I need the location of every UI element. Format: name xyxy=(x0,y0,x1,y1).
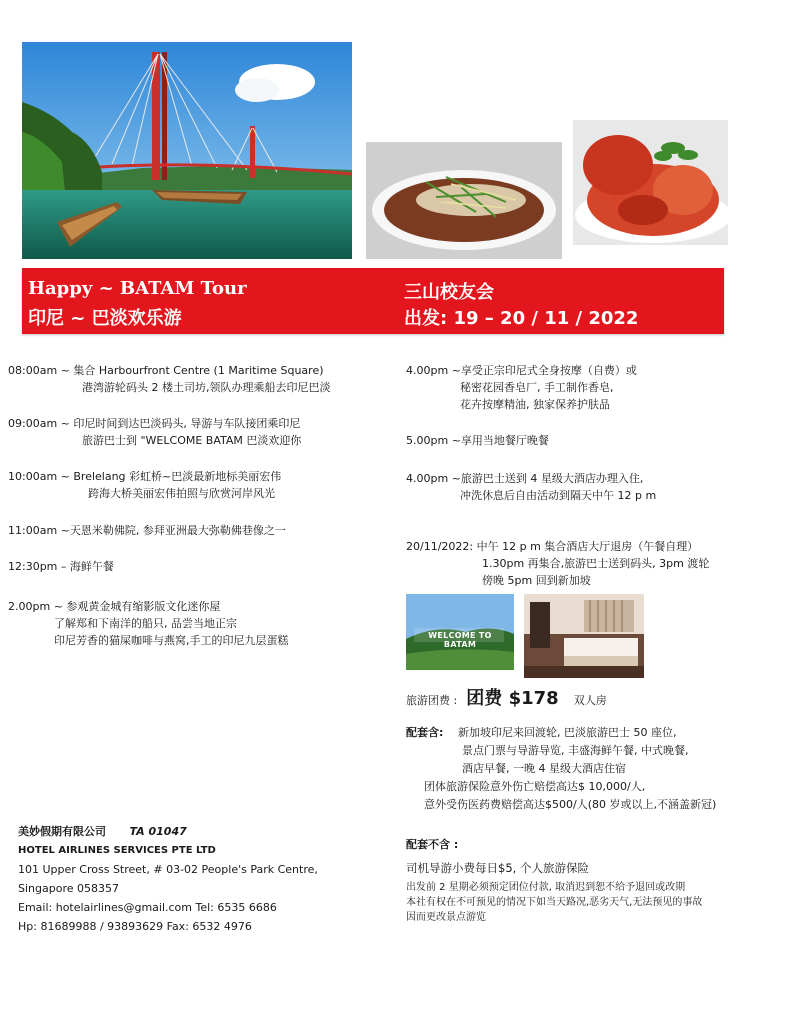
company-address-2: Singapore 058357 xyxy=(18,882,119,895)
itinerary-time: 08:00am xyxy=(8,364,58,377)
itinerary-time: 09:00am xyxy=(8,417,58,430)
itinerary-time: 4.00pm xyxy=(406,364,449,377)
itinerary-line: 秘密花园香皂厂, 手工制作香皂, xyxy=(460,381,614,394)
includes-line: 景点门票与导游导览, 丰盛海鲜午餐, 中式晚餐, xyxy=(462,744,689,757)
itinerary-line: ~享用当地餐厅晚餐 xyxy=(451,434,549,447)
title-banner xyxy=(22,268,724,334)
chili-crab-photo xyxy=(573,120,728,245)
itinerary-line: ~ 集合 Harbourfront Centre (1 Maritime Square) xyxy=(60,364,324,377)
itinerary-time: 2.00pm xyxy=(8,600,51,613)
itinerary-item-1400 xyxy=(8,598,289,649)
company-name-en: HOTEL AIRLINES SERVICES PTE LTD xyxy=(18,845,216,856)
itinerary-item-0800 xyxy=(8,362,331,396)
note-line: 出发前 2 星期必须预定团位付款, 取消迟到恕不给予退回或改期 xyxy=(406,882,686,893)
company-license: TA 01047 xyxy=(129,825,187,838)
note-line: 本社有权在不可预见的情况下如当天路况,恶劣天气,无法预见的事故 xyxy=(406,897,703,908)
company-hp-fax: Hp: 81689988 / 93893629 Fax: 6532 4976 xyxy=(18,920,252,933)
price-room-type: 双人房 xyxy=(573,694,607,707)
excludes-label: 配套不含 : xyxy=(406,838,459,851)
itinerary-line: 印尼芳香的猫屎咖啡与燕窝,手工的印尼九层蛋糕 xyxy=(54,634,289,647)
excludes-main: 司机导游小费每日$5, 个人旅游保险 xyxy=(406,861,589,875)
itinerary-line: 港湾游轮码头 2 楼土司坊,领队办理乘船去印尼巴淡 xyxy=(82,381,331,394)
banner-departure: 出发: 19 – 20 / 11 / 2022 xyxy=(404,308,639,329)
steamed-fish-photo xyxy=(366,142,562,259)
itinerary-line: 花卉按摩精油, 独家保养护肤品 xyxy=(460,398,610,411)
itinerary-line: 旅游巴士到 "WELCOME BATAM 巴淡欢迎你 xyxy=(82,434,302,447)
itinerary-item-1100 xyxy=(8,522,286,539)
day2-line: 1.30pm 再集合,旅游巴士送到码头, 3pm 渡轮 xyxy=(482,557,710,570)
company-name-cn: 美妙假期有限公司 xyxy=(18,825,106,838)
itinerary-line: 冲洗休息后自由活动到隔天中午 12 p m xyxy=(460,489,657,502)
includes-line: 酒店早餐, 一晚 4 星级大酒店住宿 xyxy=(462,762,626,775)
company-address-1: 101 Upper Cross Street, # 03-02 People's Park Centre, xyxy=(18,863,318,876)
itinerary-item-1600-massage xyxy=(406,362,637,413)
bridge-photo xyxy=(22,42,352,259)
itinerary-item-1600-hotel xyxy=(406,470,656,504)
itinerary-line: ~旅游巴士送到 4 星级大酒店办理入住, xyxy=(451,472,644,485)
itinerary-time: 11:00am xyxy=(8,524,58,537)
company-email-tel: Email: hotelairlines@gmail.com Tel: 6535 6686 xyxy=(18,901,277,914)
includes-line: 团体旅游保险意外伤亡赔偿高达$ 10,000/人, xyxy=(424,780,646,793)
welcome-batam-photo xyxy=(406,594,514,670)
itinerary-line: ~ 参观黄金城有缩影版文化迷你屋 xyxy=(53,600,221,613)
itinerary-line: ~ Brelelang 彩虹桥~巴淡最新地标美丽宏伟 xyxy=(60,470,282,483)
banner-title-en: Happy ~ BATAM Tour xyxy=(28,278,247,299)
day2-date: 20/11/2022: xyxy=(406,540,474,553)
hotel-room-photo xyxy=(524,594,644,678)
price-label: 旅游团费 : xyxy=(406,694,458,707)
itinerary-line: – 海鲜午餐 xyxy=(60,560,114,573)
itinerary-time: 5.00pm xyxy=(406,434,449,447)
banner-organizer: 三山校友会 xyxy=(404,282,494,303)
welcome-sign-text: WELCOME TO BATAM xyxy=(428,631,492,649)
itinerary-time: 4.00pm xyxy=(406,472,449,485)
itinerary-item-1000 xyxy=(8,468,281,502)
banner-title-cn: 印尼 ~ 巴淡欢乐游 xyxy=(28,308,182,329)
itinerary-line: 跨海大桥美丽宏伟拍照与欣赏河岸风光 xyxy=(88,487,275,500)
note-line: 因而更改景点游览 xyxy=(406,912,486,923)
day2-line: 傍晚 5pm 回到新加坡 xyxy=(482,574,591,587)
itinerary-item-1230 xyxy=(8,558,114,575)
itinerary-line: ~享受正宗印尼式全身按摩（自费）或 xyxy=(451,364,637,377)
day2-line: 中午 12 p m 集合酒店大厅退房（午餐自理） xyxy=(476,540,699,553)
itinerary-item-0900 xyxy=(8,415,301,449)
includes-line: 新加坡印尼来回渡轮, 巴淡旅游巴士 50 座位, xyxy=(458,726,677,739)
itinerary-line: ~天恩米勒佛院, 参拜亚洲最大弥勒佛巷像之一 xyxy=(60,524,286,537)
itinerary-line: 了解郑和下南洋的船只, 品尝当地正宗 xyxy=(54,617,237,630)
price-row xyxy=(406,684,607,710)
excludes-notes xyxy=(406,880,702,925)
day2-schedule xyxy=(406,538,709,589)
includes-label: 配套含: xyxy=(406,726,444,739)
price-amount: 团费 $178 xyxy=(466,688,559,709)
includes-line: 意外受伤医药费赔偿高达$500/人(80 岁或以上,不涵盖新冠) xyxy=(424,798,717,811)
company-info xyxy=(18,822,318,936)
itinerary-line: ~ 印尼时间到达巴淡码头, 导游与车队接团乘印尼 xyxy=(60,417,301,430)
itinerary-time: 12:30pm xyxy=(8,560,58,573)
itinerary-item-1700 xyxy=(406,432,549,449)
itinerary-time: 10:00am xyxy=(8,470,58,483)
